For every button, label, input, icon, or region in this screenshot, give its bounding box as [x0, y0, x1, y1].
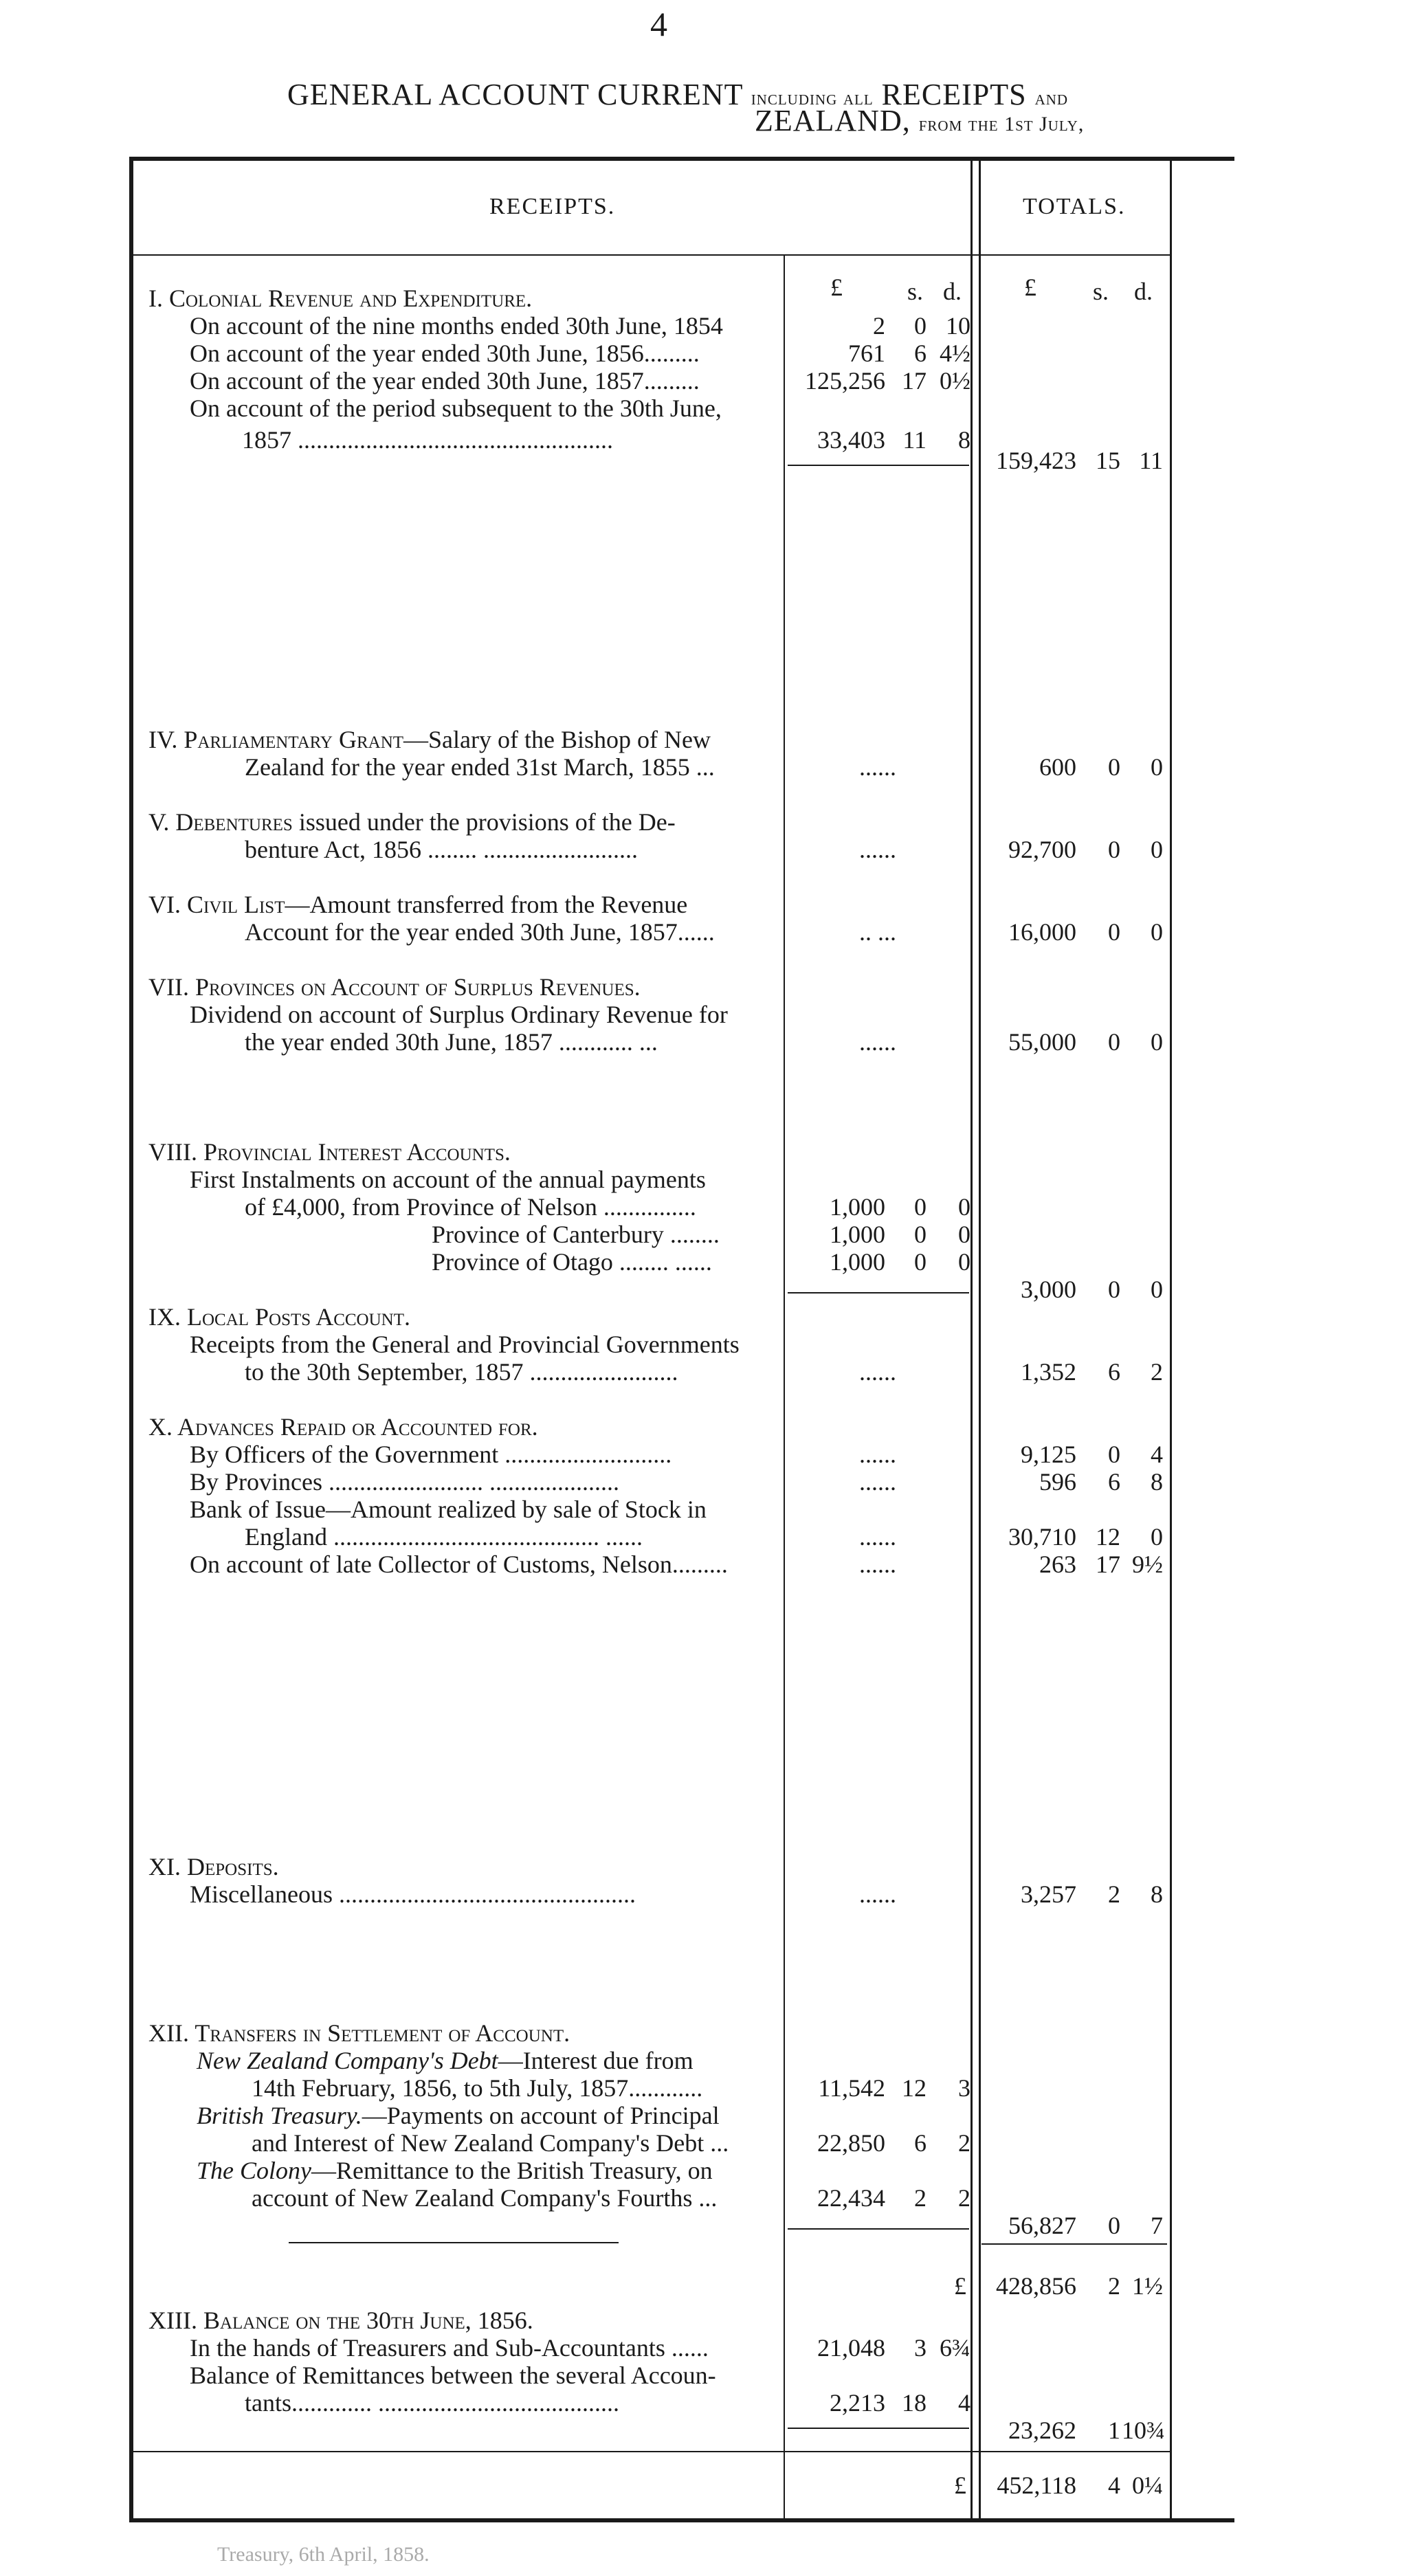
- pence-header: d.: [943, 278, 962, 305]
- total-shillings: 12: [1096, 1523, 1120, 1551]
- totals-left-rule-a: [970, 161, 973, 2518]
- section-heading: I. Colonial Revenue and Expenditure.: [148, 285, 533, 312]
- totals-left-rule-b: [979, 161, 981, 2518]
- title-tail: RECEIPTS: [881, 78, 1027, 111]
- subtotal-rule: [788, 2228, 969, 2230]
- amount-pence: 4½: [940, 340, 970, 367]
- section-text-cont: of £4,000, from Province of Nelson ...............: [245, 1193, 696, 1221]
- amount-pounds: 21,048: [817, 2334, 885, 2362]
- amount-pounds: 1,000: [830, 1193, 885, 1221]
- amount-pounds: 22,434: [817, 2184, 885, 2212]
- pound-sign: £: [954, 2472, 966, 2499]
- row-label: —Remittance to the British Treasury, on: [311, 2157, 713, 2184]
- row-label: In the hands of Treasurers and Sub-Accountants ......: [190, 2334, 709, 2362]
- grand-total-shillings: 4: [1108, 2472, 1120, 2499]
- amount-pounds: 2,213: [830, 2389, 885, 2417]
- total-pounds: 263: [1039, 1551, 1076, 1578]
- amount-shillings: 17: [902, 367, 927, 395]
- section-vi-line1: [148, 891, 687, 918]
- pound-header: £: [830, 274, 843, 301]
- subtotal-rule: [788, 1292, 969, 1293]
- xii-row2: [197, 2102, 720, 2129]
- total-pence: 7: [1151, 2212, 1163, 2239]
- amount-pence: 8: [958, 426, 970, 454]
- row-label: On account of the nine months ended 30th June, 1854: [190, 312, 723, 340]
- subtotal-rule: [788, 2428, 969, 2429]
- table-top-rule: [129, 157, 1234, 161]
- section-heading: X. Advances Repaid or Accounted for.: [148, 1413, 538, 1441]
- dots-placeholder: ......: [859, 1358, 896, 1386]
- total-pence: 0: [1151, 918, 1163, 946]
- total-shillings: 0: [1108, 1441, 1120, 1468]
- total-pounds: 600: [1039, 753, 1076, 781]
- row-label-italic: British Treasury.: [197, 2102, 362, 2129]
- amount-pence: 6¾: [940, 2334, 970, 2362]
- dots-placeholder: ......: [859, 1441, 896, 1468]
- total-shillings: 17: [1096, 1551, 1120, 1578]
- section-heading: VII. Provinces on Account of Surplus Revenues.: [148, 973, 641, 1001]
- amount-shillings: 0: [914, 312, 927, 340]
- section-heading: VI. Civil List: [148, 891, 285, 918]
- table-left-rule: [129, 157, 133, 2521]
- amount-shillings: 18: [902, 2389, 927, 2417]
- total-pence: 0: [1151, 836, 1163, 863]
- totals-shilling-header: s.: [1093, 278, 1109, 305]
- amount-pence: 0½: [940, 367, 970, 395]
- grand-total-pence: 0¼: [1132, 2472, 1163, 2499]
- totals-right-rule: [1170, 161, 1172, 2518]
- title-small: including all: [751, 87, 874, 109]
- total-pence: 8: [1151, 1468, 1163, 1496]
- dots-placeholder: ......: [859, 753, 896, 781]
- amount-shillings: 6: [914, 2129, 927, 2157]
- totals-rule: [981, 2243, 1167, 2245]
- row-label: On account of the period subsequent to the 30th June,: [190, 395, 722, 422]
- total-pence: 2: [1151, 1358, 1163, 1386]
- row-label-cont: account of New Zealand Company's Fourths ...: [252, 2184, 718, 2212]
- total-pounds: 30,710: [1008, 1523, 1076, 1551]
- amount-pounds: 125,256: [805, 367, 885, 395]
- amount-shillings: 0: [914, 1248, 927, 1276]
- row-label: —Payments on account of Principal: [362, 2102, 720, 2129]
- row-label: —Interest due from: [498, 2047, 694, 2074]
- section-heading: XI. Deposits.: [148, 1853, 279, 1880]
- amount-pence: 10: [946, 312, 970, 340]
- section-v-line1: [148, 808, 676, 836]
- total-pounds: 3,257: [1021, 1880, 1076, 1908]
- section-text: First Instalments on account of the annual payments: [190, 1166, 706, 1193]
- amount-pounds: 761: [848, 340, 885, 367]
- row-label: Balance of Remittances between the several Accoun-: [190, 2362, 716, 2389]
- detail-left-rule: [784, 256, 785, 2518]
- page-number: 4: [650, 5, 667, 43]
- footer-stamp: Treasury, 6th April, 1858.: [217, 2543, 430, 2566]
- grand-total-rule: [133, 2451, 1170, 2452]
- row-label: By Provinces ......................... .....................: [190, 1468, 619, 1496]
- amount-pence: 0: [958, 1193, 970, 1221]
- row-label-cont: 1857 ...................................................: [242, 426, 613, 454]
- section-heading: XII. Transfers in Settlement of Account.: [148, 2019, 570, 2047]
- total-shillings: 15: [1096, 447, 1120, 474]
- total-pence: 10¾: [1122, 2417, 1165, 2444]
- amount-shillings: 2: [914, 2184, 927, 2212]
- dots-placeholder: ......: [859, 836, 896, 863]
- row-label: On account of late Collector of Customs, Nelson.........: [190, 1551, 728, 1578]
- section-text-cont: benture Act, 1856 ........ .........................: [245, 836, 638, 863]
- total-pounds: 55,000: [1008, 1028, 1076, 1056]
- header-rule: [133, 254, 1170, 256]
- row-label: On account of the year ended 30th June, 1857.........: [190, 367, 700, 395]
- row-label-cont: England ........................................... ......: [245, 1523, 643, 1551]
- totals-pound-header: £: [1024, 274, 1036, 301]
- total-pounds: 56,827: [1008, 2212, 1076, 2239]
- total-shillings: 0: [1108, 2212, 1120, 2239]
- table-bottom-rule: [129, 2518, 1234, 2522]
- section-text-cont: the year ended 30th June, 1857 ............ ...: [245, 1028, 658, 1056]
- total-shillings: 6: [1108, 1468, 1120, 1496]
- section-text: —Amount transferred from the Revenue: [285, 891, 688, 918]
- section-heading: IV. Parliamentary Grant: [148, 726, 404, 753]
- xii-row3: [197, 2157, 713, 2184]
- pound-sign: £: [954, 2272, 966, 2300]
- row-label-italic: New Zealand Company's Debt: [197, 2047, 498, 2074]
- total-pounds: 1,352: [1021, 1358, 1076, 1386]
- amount-pounds: 1,000: [830, 1221, 885, 1248]
- row-label: Province of Otago ........ ......: [432, 1248, 712, 1276]
- total-pence: 0: [1151, 753, 1163, 781]
- title2-small: from the 1st July,: [918, 113, 1085, 135]
- section-heading: VIII. Provincial Interest Accounts.: [148, 1138, 511, 1166]
- dots-placeholder: ......: [859, 1468, 896, 1496]
- total-pounds: 3,000: [1021, 1276, 1076, 1303]
- row-label: Province of Canterbury ........: [432, 1221, 720, 1248]
- section-text: Dividend on account of Surplus Ordinary Revenue for: [190, 1001, 728, 1028]
- amount-pence: 0: [958, 1221, 970, 1248]
- amount-shillings: 3: [914, 2334, 927, 2362]
- row-label-cont: 14th February, 1856, to 5th July, 1857............: [252, 2074, 703, 2102]
- grand-total-pounds: 452,118: [997, 2472, 1076, 2499]
- section-text-cont: to the 30th September, 1857 ........................: [245, 1358, 678, 1386]
- total-shillings: 0: [1108, 1276, 1120, 1303]
- row-label: On account of the year ended 30th June, 1856.........: [190, 340, 700, 367]
- row-label: By Officers of the Government ...........................: [190, 1441, 672, 1468]
- page-title-line2: [755, 103, 1084, 138]
- section-text: Receipts from the General and Provincial Governments: [190, 1331, 740, 1358]
- totals-header: TOTALS.: [1023, 194, 1126, 219]
- section-heading: XIII. Balance on the 30th June, 1856.: [148, 2307, 533, 2334]
- total-pounds: 159,423: [996, 447, 1076, 474]
- section-iv-line1: [148, 726, 711, 753]
- subtotal-rule: [788, 465, 969, 466]
- total-pounds: 92,700: [1008, 836, 1076, 863]
- total-pence: 0: [1151, 1523, 1163, 1551]
- amount-pounds: 2: [873, 312, 885, 340]
- total-pence: 4: [1151, 1441, 1163, 1468]
- total-pounds: 596: [1039, 1468, 1076, 1496]
- section-divider: [289, 2242, 619, 2243]
- total-pence: 9½: [1132, 1551, 1163, 1578]
- row-label-cont: tants............. .......................................: [245, 2389, 619, 2417]
- amount-pounds: 11,542: [818, 2074, 885, 2102]
- amount-pence: 4: [958, 2389, 970, 2417]
- total-shillings: 0: [1108, 1028, 1120, 1056]
- title-main: GENERAL ACCOUNT CURRENT: [287, 78, 743, 111]
- total-pence: 1½: [1132, 2272, 1163, 2300]
- total-pounds: 428,856: [996, 2272, 1076, 2300]
- section-text: —Salary of the Bishop of New: [403, 726, 711, 753]
- total-pence: 8: [1151, 1880, 1163, 1908]
- amount-shillings: 0: [914, 1221, 927, 1248]
- amount-shillings: 11: [902, 426, 927, 454]
- dots-placeholder: .. ...: [859, 918, 896, 946]
- dots-placeholder: ......: [859, 1880, 896, 1908]
- amount-pounds: 22,850: [817, 2129, 885, 2157]
- total-shillings: 0: [1108, 753, 1120, 781]
- title2-main: ZEALAND,: [755, 104, 911, 137]
- total-shillings: 2: [1108, 1880, 1120, 1908]
- section-text-cont: Zealand for the year ended 31st March, 1855 ...: [245, 753, 715, 781]
- total-pence: 11: [1139, 447, 1163, 474]
- total-shillings: 6: [1108, 1358, 1120, 1386]
- amount-shillings: 6: [914, 340, 927, 367]
- amount-pence: 2: [958, 2184, 970, 2212]
- section-text: issued under the provisions of the De-: [292, 808, 676, 836]
- total-shillings: 1: [1108, 2417, 1120, 2444]
- shilling-header: s.: [907, 278, 924, 305]
- amount-shillings: 12: [902, 2074, 927, 2102]
- total-pounds: 9,125: [1021, 1441, 1076, 1468]
- row-label-cont: and Interest of New Zealand Company's Debt ...: [252, 2129, 729, 2157]
- amount-shillings: 0: [914, 1193, 927, 1221]
- amount-pence: 0: [958, 1248, 970, 1276]
- section-heading: V. Debentures: [148, 808, 293, 836]
- amount-pounds: 33,403: [817, 426, 885, 454]
- total-shillings: 2: [1108, 2272, 1120, 2300]
- section-text: Miscellaneous ................................................: [190, 1880, 636, 1908]
- dots-placeholder: ......: [859, 1028, 896, 1056]
- section-text-cont: Account for the year ended 30th June, 1857......: [245, 918, 715, 946]
- total-pence: 0: [1151, 1276, 1163, 1303]
- section-heading: IX. Local Posts Account.: [148, 1303, 410, 1331]
- total-shillings: 0: [1108, 836, 1120, 863]
- row-label-italic: The Colony: [197, 2157, 311, 2184]
- row-label: Bank of Issue—Amount realized by sale of Stock in: [190, 1496, 707, 1523]
- total-pence: 0: [1151, 1028, 1163, 1056]
- dots-placeholder: ......: [859, 1551, 896, 1578]
- amount-pence: 2: [958, 2129, 970, 2157]
- amount-pence: 3: [958, 2074, 970, 2102]
- receipts-header: RECEIPTS.: [489, 194, 616, 219]
- title-and: and: [1034, 87, 1069, 109]
- total-pounds: 23,262: [1008, 2417, 1076, 2444]
- total-pounds: 16,000: [1008, 918, 1076, 946]
- total-shillings: 0: [1108, 918, 1120, 946]
- amount-pounds: 1,000: [830, 1248, 885, 1276]
- xii-row1: [197, 2047, 694, 2074]
- dots-placeholder: ......: [859, 1523, 896, 1551]
- totals-pence-header: d.: [1134, 278, 1153, 305]
